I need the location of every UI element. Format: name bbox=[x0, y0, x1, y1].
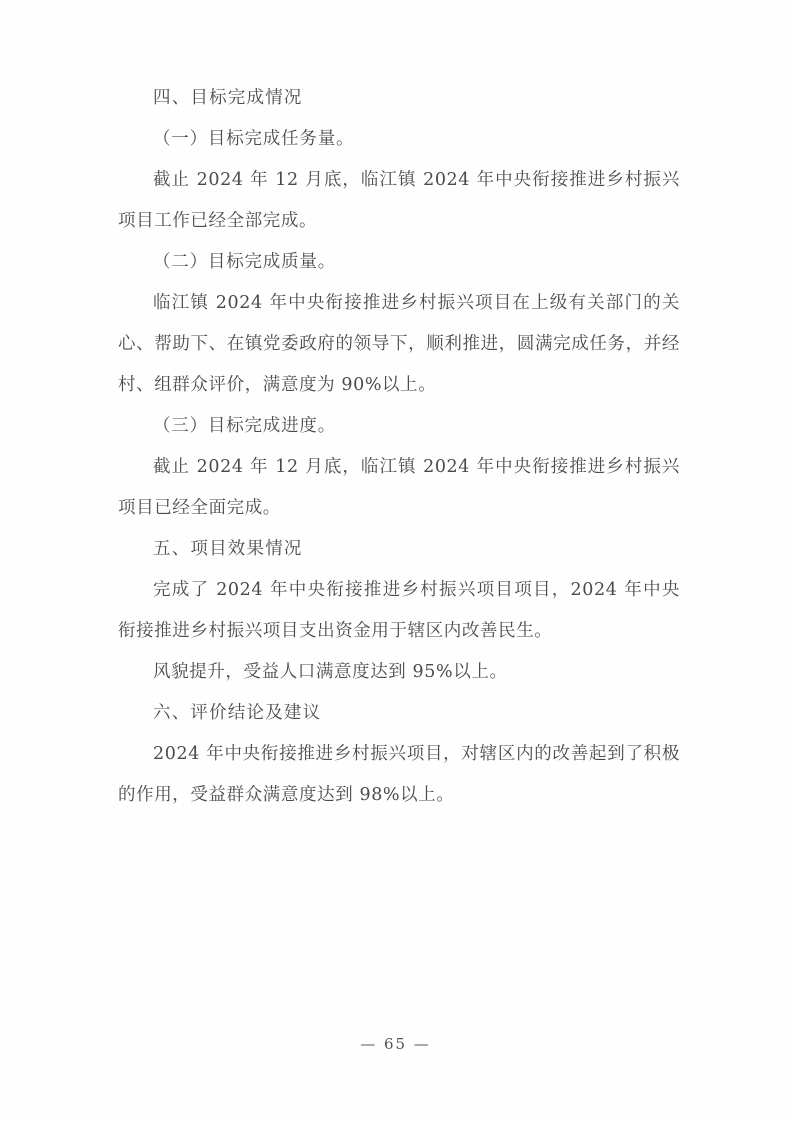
paragraph-satisfaction: 风貌提升，受益人口满意度达到 95%以上。 bbox=[153, 662, 508, 682]
subsection-heading-one: （一）目标完成任务量。 bbox=[153, 129, 355, 149]
section-heading-six: 六、评价结论及建议 bbox=[153, 703, 322, 723]
page-number: — 65 — bbox=[360, 1035, 431, 1053]
document-body bbox=[118, 78, 680, 816]
paragraph-conclusion: 2024 年中央衔接推进乡村振兴项目，对辖区内的改善起到了积极的作用，受益群众满意度达到 98%以上。 bbox=[118, 744, 680, 805]
paragraph-task-volume: 截止 2024 年 12 月底，临江镇 2024 年中央衔接推进乡村振兴项目工作已经全部完成。 bbox=[118, 170, 680, 231]
subsection-heading-two: （二）目标完成质量。 bbox=[153, 252, 336, 272]
section-heading-five: 五、项目效果情况 bbox=[153, 539, 303, 559]
section-heading-four: 四、目标完成情况 bbox=[153, 88, 303, 108]
paragraph-quality: 临江镇 2024 年中央衔接推进乡村振兴项目在上级有关部门的关心、帮助下、在镇党委政府的领导下，顺利推进，圆满完成任务，并经村、组群众评价，满意度为 90%以上。 bbox=[118, 293, 680, 395]
subsection-heading-three: （三）目标完成进度。 bbox=[153, 416, 336, 436]
paragraph-progress: 截止 2024 年 12 月底，临江镇 2024 年中央衔接推进乡村振兴项目已经全面完成。 bbox=[118, 457, 680, 518]
paragraph-effect: 完成了 2024 年中央衔接推进乡村振兴项目项目，2024 年中央衔接推进乡村振兴项目支出资金用于辖区内改善民生。 bbox=[118, 580, 680, 641]
